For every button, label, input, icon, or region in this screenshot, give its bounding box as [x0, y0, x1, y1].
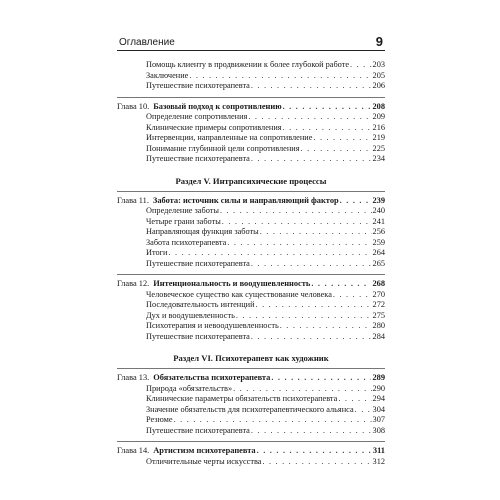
leader-dots — [227, 238, 371, 249]
toc-entry-title: Интервенции, направленные на сопротивление — [146, 133, 313, 142]
running-title: Оглавление — [119, 37, 175, 48]
toc-entry-title: Путешествие психотерапевта — [146, 331, 250, 341]
leader-dots — [174, 415, 372, 426]
chapter-number: Глава 10. — [117, 101, 150, 111]
leader-dots — [283, 102, 372, 113]
header-rule — [117, 50, 385, 51]
toc-entry-page: 270 — [372, 289, 385, 299]
toc-entry-title: Дух и воодушевленность — [146, 310, 235, 320]
leader-dots — [248, 112, 371, 123]
chapter-page: 239 — [372, 195, 385, 205]
leader-dots — [257, 446, 372, 457]
toc-entry-page: 265 — [372, 258, 385, 268]
table-of-contents — [117, 60, 385, 467]
toc-entry[interactable] — [117, 133, 385, 144]
toc-entry[interactable] — [117, 290, 385, 301]
toc-entry-page: 234 — [372, 154, 385, 163]
leader-dots — [338, 394, 371, 405]
toc-entry[interactable] — [117, 332, 385, 343]
toc-entry[interactable] — [117, 259, 385, 270]
leader-dots — [233, 384, 371, 395]
toc-entry-title: Путешествие психотерапевта — [146, 154, 250, 163]
toc-entry-page: 284 — [372, 331, 385, 341]
leader-dots — [313, 133, 371, 144]
toc-entry-page: 256 — [372, 227, 385, 236]
leader-dots — [271, 373, 371, 384]
toc-entry-title: Последовательность интенций — [146, 300, 255, 309]
leader-dots — [333, 290, 372, 301]
toc-entry[interactable] — [117, 394, 385, 405]
toc-entry-page: 304 — [372, 404, 385, 414]
toc-entry-title: Понимание глубинной цели сопротивления — [146, 143, 300, 153]
toc-entry-title: Клинические параметры обязательств психотерапевта — [146, 394, 338, 403]
part-title-6: Раздел VI. Психотерапевт как художник — [173, 353, 329, 363]
toc-entry[interactable] — [117, 217, 385, 228]
toc-entry-page: 241 — [372, 216, 385, 226]
chapter-number: Глава 12. — [117, 279, 150, 288]
leader-dots — [256, 300, 372, 311]
leader-dots — [301, 144, 372, 155]
toc-entry[interactable] — [117, 311, 385, 322]
toc-entry-page: 280 — [372, 321, 385, 330]
chapter-title: Интенциональность и воодушевленность — [153, 279, 311, 288]
toc-entry-page: 203 — [372, 60, 385, 69]
chapter-divider — [117, 441, 385, 442]
toc-entry[interactable] — [117, 227, 385, 238]
leader-dots — [251, 426, 372, 437]
toc-chapter-14[interactable] — [117, 446, 385, 457]
leader-dots — [236, 311, 372, 322]
leader-dots — [355, 405, 372, 416]
leader-dots — [169, 248, 372, 259]
toc-entry[interactable] — [117, 405, 385, 416]
leader-dots — [283, 123, 372, 134]
leader-dots — [220, 206, 372, 217]
leader-dots — [311, 279, 371, 290]
toc-entry-title: Определение заботы — [146, 206, 219, 215]
chapter-title: Забота: источник силы и направляющий фактор — [152, 195, 339, 205]
toc-entry[interactable] — [117, 248, 385, 259]
toc-entry[interactable] — [117, 60, 385, 71]
toc-entry[interactable] — [117, 321, 385, 332]
toc-entry-page: 312 — [372, 456, 385, 466]
toc-entry-title: Путешествие психотерапевта — [146, 258, 250, 268]
toc-entry-title: Резюме — [146, 415, 173, 424]
toc-entry-page: 205 — [372, 70, 385, 80]
chapter-page: 311 — [372, 446, 385, 455]
chapter-number: Глава 14. — [117, 446, 150, 455]
leader-dots — [251, 259, 372, 270]
chapter-divider — [117, 368, 385, 369]
toc-entry-title: Природа «обязательств» — [146, 383, 233, 393]
chapter-title: Артистизм психотерапевта — [153, 446, 256, 455]
toc-chapter-13[interactable] — [117, 373, 385, 384]
leader-dots — [251, 154, 372, 165]
toc-entry-title: Заключение — [146, 70, 189, 80]
toc-entry-page: 308 — [372, 425, 385, 435]
chapter-title: Базовый подход к сопротивлению — [153, 101, 282, 111]
toc-entry[interactable] — [117, 123, 385, 134]
toc-entry-title: Клинические примеры сопротивления — [146, 122, 282, 132]
toc-entry-page: 294 — [372, 394, 385, 403]
toc-entry-title: Помощь клиенту в продвижении к более глубокой работе — [146, 60, 350, 69]
toc-entry-page: 272 — [372, 300, 385, 309]
toc-entry-title: Четыре грани заботы — [146, 216, 221, 226]
page-number: 9 — [375, 34, 383, 49]
toc-entry[interactable] — [117, 206, 385, 217]
leader-dots — [260, 227, 372, 238]
leader-dots — [251, 81, 372, 92]
chapter-page: 208 — [372, 101, 385, 111]
toc-entry-title: Путешествие психотерапевта — [146, 425, 250, 435]
toc-entry-title: Определение сопротивления — [146, 112, 248, 121]
toc-chapter-12[interactable] — [117, 279, 385, 290]
toc-entry-title: Направляющая функция заботы — [146, 227, 259, 236]
toc-entry[interactable] — [117, 154, 385, 165]
toc-entry[interactable] — [117, 300, 385, 311]
toc-entry-title: Путешествие психотерапевта — [146, 81, 250, 90]
toc-entry[interactable] — [117, 415, 385, 426]
toc-entry-page: 216 — [372, 122, 385, 132]
toc-entry-page: 219 — [372, 133, 385, 142]
toc-entry-page: 209 — [372, 112, 385, 121]
toc-entry-title: Психотерапия и невоодушевленность — [146, 321, 279, 330]
chapter-number: Глава 11. — [117, 195, 149, 205]
toc-entry[interactable] — [117, 238, 385, 249]
toc-entry[interactable] — [117, 457, 385, 468]
toc-entry-page: 225 — [372, 143, 385, 153]
toc-entry[interactable] — [117, 144, 385, 155]
chapter-title: Обязательства психотерапевта — [153, 373, 271, 382]
leader-dots — [222, 217, 372, 228]
chapter-page: 268 — [372, 279, 385, 288]
toc-entry-page: 307 — [372, 415, 385, 424]
toc-entry-page: 264 — [372, 248, 385, 257]
part-title-5: Раздел V. Интрапсихические процессы — [175, 175, 327, 186]
toc-entry-title: Отличительные черты искусства — [146, 456, 262, 466]
leader-dots — [262, 457, 371, 468]
toc-entry-page: 240 — [372, 206, 385, 215]
toc-chapter-11[interactable] — [117, 196, 385, 207]
toc-entry-page: 275 — [372, 310, 385, 320]
toc-entry-page: 259 — [372, 237, 385, 247]
leader-dots — [251, 332, 372, 343]
toc-entry-page: 206 — [372, 81, 385, 90]
leader-dots — [340, 196, 372, 207]
chapter-divider — [117, 191, 385, 192]
chapter-divider — [117, 97, 385, 98]
toc-entry-page: 290 — [372, 383, 385, 393]
chapter-page: 289 — [372, 373, 385, 382]
toc-entry[interactable] — [117, 71, 385, 82]
toc-entry-title: Значение обязательств для психотерапевтического альянса — [146, 404, 354, 414]
chapter-number: Глава 13. — [117, 373, 150, 382]
toc-entry-title: Человеческое существо как существование человека — [146, 289, 332, 299]
toc-entry[interactable] — [117, 426, 385, 437]
toc-entry-title: Итоги — [146, 248, 168, 257]
toc-chapter-10[interactable] — [117, 102, 385, 113]
toc-entry[interactable] — [117, 384, 385, 395]
toc-entry[interactable] — [117, 112, 385, 123]
chapter-divider — [117, 274, 385, 275]
toc-entry-title: Забота психотерапевта — [146, 237, 227, 247]
toc-entry[interactable] — [117, 81, 385, 92]
leader-dots — [189, 71, 371, 82]
leader-dots — [280, 321, 372, 332]
leader-dots — [350, 60, 372, 71]
